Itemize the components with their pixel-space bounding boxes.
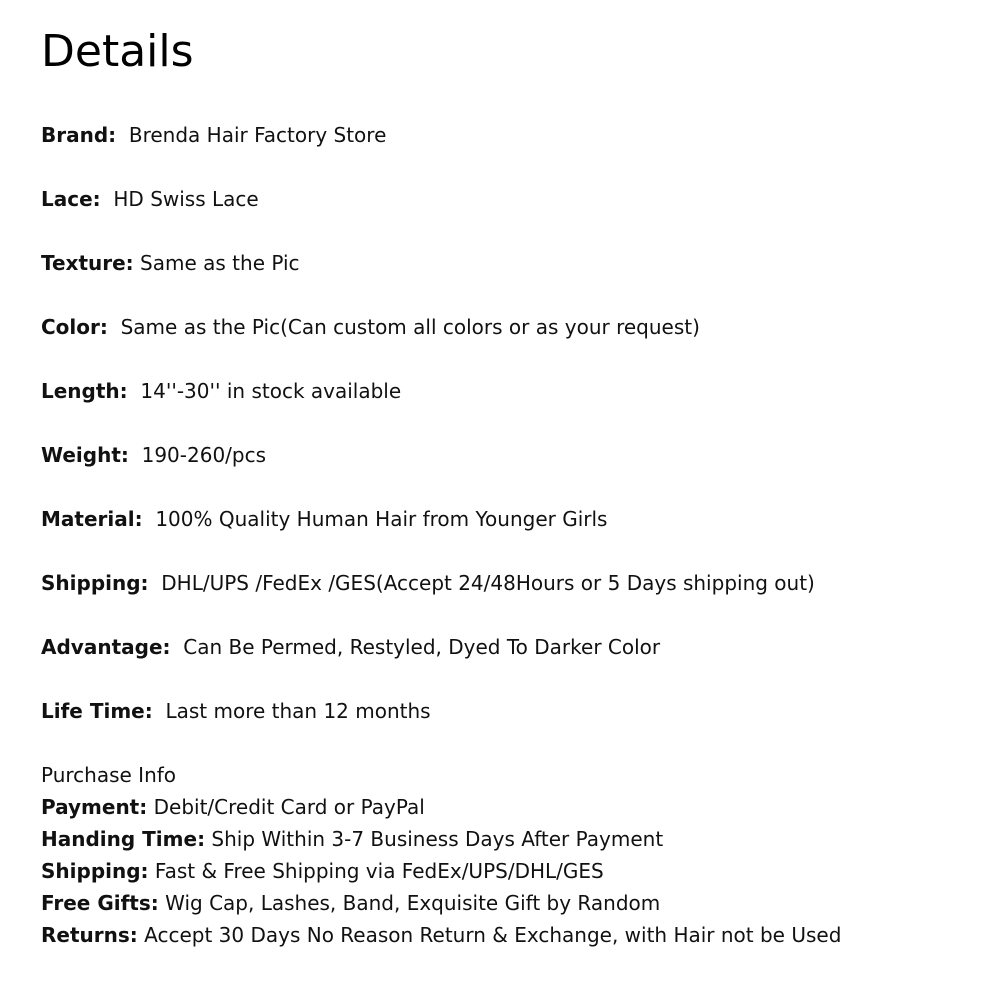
detail-value: Same as the Pic(Can custom all colors or as your request) bbox=[120, 315, 700, 339]
purchase-info bbox=[41, 759, 971, 951]
purchase-value: Wig Cap, Lashes, Band, Exquisite Gift by Random bbox=[165, 891, 661, 915]
detail-value: DHL/UPS /FedEx /GES(Accept 24/48Hours or 5 Days shipping out) bbox=[161, 571, 815, 595]
detail-shipping bbox=[41, 567, 971, 631]
detail-weight bbox=[41, 439, 971, 503]
page-title: Details bbox=[41, 26, 194, 77]
detail-lace bbox=[41, 183, 971, 247]
purchase-value: Debit/Credit Card or PayPal bbox=[153, 795, 425, 819]
detail-label: Material: bbox=[41, 507, 143, 531]
purchase-value: Ship Within 3-7 Business Days After Payment bbox=[211, 827, 664, 851]
detail-label: Brand: bbox=[41, 123, 117, 147]
detail-material bbox=[41, 503, 971, 567]
detail-color bbox=[41, 311, 971, 375]
purchase-value: Fast & Free Shipping via FedEx/UPS/DHL/GES bbox=[154, 859, 604, 883]
detail-label: Lace: bbox=[41, 187, 101, 211]
purchase-payment bbox=[41, 791, 971, 823]
detail-texture bbox=[41, 247, 971, 311]
detail-life-time bbox=[41, 695, 971, 759]
detail-brand bbox=[41, 119, 971, 183]
purchase-handing-time bbox=[41, 823, 971, 855]
detail-value: 14''-30'' in stock available bbox=[140, 379, 402, 403]
purchase-label: Handing Time: bbox=[41, 827, 206, 851]
detail-label: Life Time: bbox=[41, 699, 153, 723]
purchase-label: Returns: bbox=[41, 923, 138, 947]
detail-value: Last more than 12 months bbox=[165, 699, 431, 723]
detail-label: Weight: bbox=[41, 443, 129, 467]
detail-value: HD Swiss Lace bbox=[113, 187, 259, 211]
detail-value: 100% Quality Human Hair from Younger Girls bbox=[155, 507, 608, 531]
detail-label: Length: bbox=[41, 379, 128, 403]
detail-label: Texture: bbox=[41, 251, 134, 275]
detail-value: Brenda Hair Factory Store bbox=[128, 123, 387, 147]
detail-advantage bbox=[41, 631, 971, 695]
details-list bbox=[41, 119, 971, 759]
purchase-free-gifts bbox=[41, 887, 971, 919]
detail-label: Color: bbox=[41, 315, 108, 339]
purchase-value: Accept 30 Days No Reason Return & Exchange, with Hair not be Used bbox=[144, 923, 842, 947]
purchase-label: Shipping: bbox=[41, 859, 149, 883]
purchase-shipping bbox=[41, 855, 971, 887]
detail-value: 190-260/pcs bbox=[141, 443, 267, 467]
detail-label: Shipping: bbox=[41, 571, 149, 595]
detail-value: Can Be Permed, Restyled, Dyed To Darker Color bbox=[183, 635, 661, 659]
purchase-returns bbox=[41, 919, 971, 951]
detail-length bbox=[41, 375, 971, 439]
purchase-label: Payment: bbox=[41, 795, 148, 819]
detail-value: Same as the Pic bbox=[140, 251, 300, 275]
purchase-label: Free Gifts: bbox=[41, 891, 159, 915]
detail-label: Advantage: bbox=[41, 635, 171, 659]
purchase-info-heading: Purchase Info bbox=[41, 763, 177, 787]
